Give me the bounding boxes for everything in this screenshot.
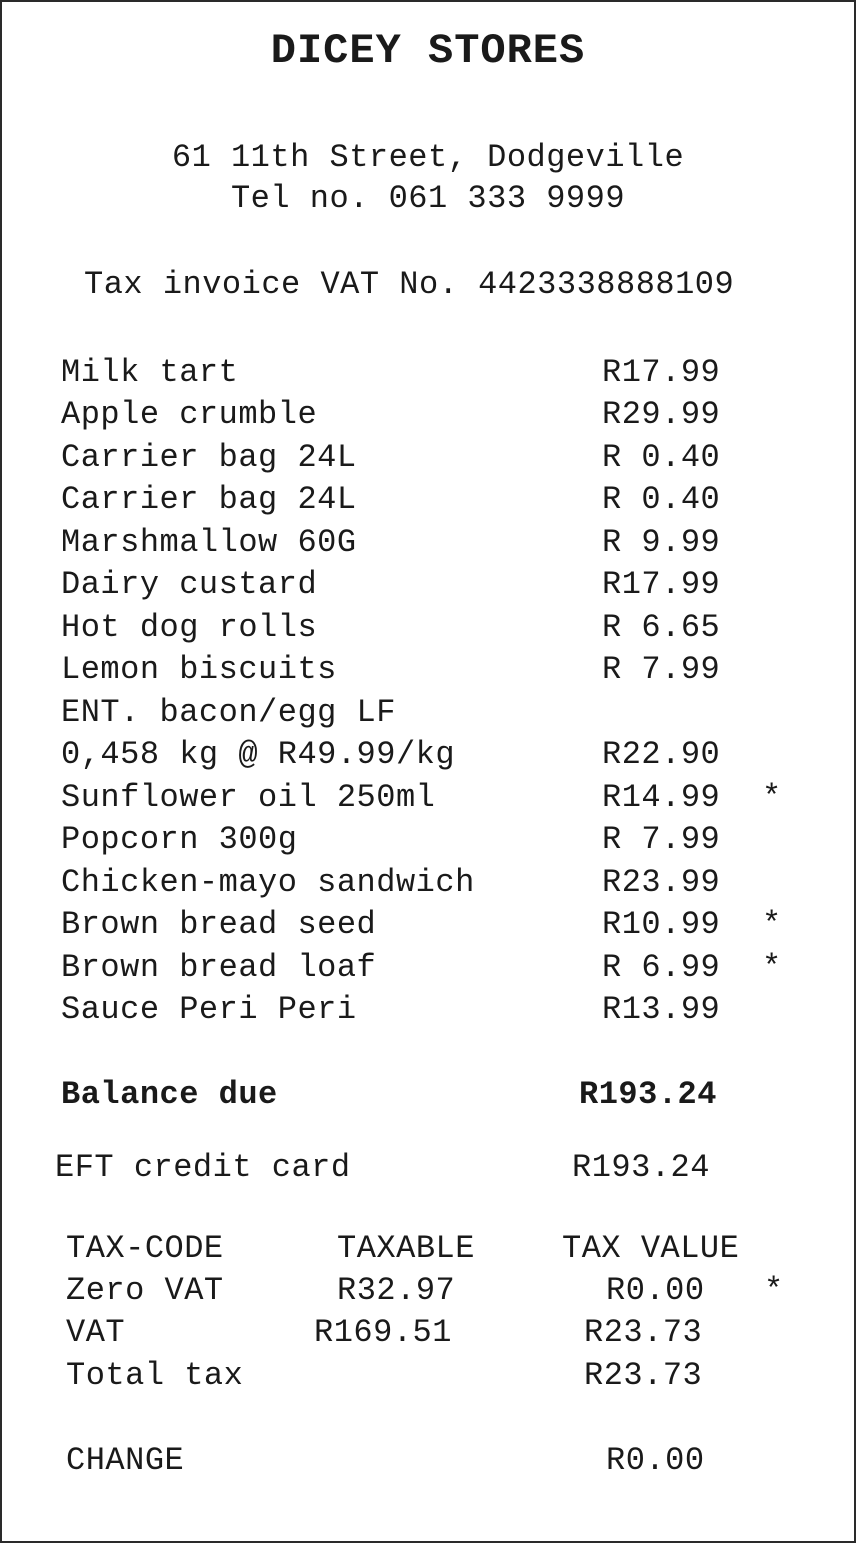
item-price: R 7.99 <box>602 651 721 688</box>
item-name: Carrier bag 24L <box>61 439 357 476</box>
tax-row-value: R0.00 <box>606 1272 705 1309</box>
item-price: R23.99 <box>602 864 721 901</box>
item-price: R17.99 <box>602 354 721 391</box>
item-price: R13.99 <box>602 991 721 1028</box>
list-item <box>2 949 854 992</box>
list-item <box>2 651 854 694</box>
item-price: R14.99 <box>602 779 721 816</box>
balance-due-value: R193.24 <box>579 1076 717 1113</box>
item-price: R10.99 <box>602 906 721 943</box>
vat-number-line: Tax invoice VAT No. 4423338888109 <box>84 266 735 303</box>
item-price: R22.90 <box>602 736 721 773</box>
item-name: Sunflower oil 250ml <box>61 779 436 816</box>
item-name: Chicken-mayo sandwich <box>61 864 475 901</box>
item-price: R29.99 <box>602 396 721 433</box>
item-flag: * <box>762 779 782 816</box>
item-name: Popcorn 300g <box>61 821 298 858</box>
tax-header-code: TAX-CODE <box>66 1230 224 1267</box>
change-label: CHANGE <box>66 1442 185 1479</box>
item-name: Dairy custard <box>61 566 318 603</box>
item-name: Hot dog rolls <box>61 609 318 646</box>
change-value: R0.00 <box>606 1442 705 1479</box>
item-name: 0,458 kg @ R49.99/kg <box>61 736 456 773</box>
list-item <box>2 354 854 397</box>
balance-due-label: Balance due <box>61 1076 278 1113</box>
item-price: R 0.40 <box>602 481 721 518</box>
store-phone: Tel no. 061 333 9999 <box>230 180 626 217</box>
item-price: R 7.99 <box>602 821 721 858</box>
item-flag: * <box>762 906 782 943</box>
tax-row-taxable: R32.97 <box>337 1272 456 1309</box>
item-price: R 6.65 <box>602 609 721 646</box>
list-item <box>2 566 854 609</box>
list-item <box>2 524 854 567</box>
list-item <box>2 736 854 779</box>
item-price: R17.99 <box>602 566 721 603</box>
payment-method-label: EFT credit card <box>55 1149 351 1186</box>
tax-row-code: Zero VAT <box>66 1272 224 1309</box>
item-name: Brown bread loaf <box>61 949 377 986</box>
tax-row-flag: * <box>764 1272 784 1309</box>
payment-amount: R193.24 <box>572 1149 710 1186</box>
tax-header-value: TAX VALUE <box>562 1230 740 1267</box>
list-item <box>2 991 854 1034</box>
tax-row-value: R23.73 <box>584 1314 703 1351</box>
item-name: Milk tart <box>61 354 239 391</box>
item-name: Apple crumble <box>61 396 318 433</box>
item-price: R 6.99 <box>602 949 721 986</box>
list-item <box>2 439 854 482</box>
list-item <box>2 906 854 949</box>
list-item <box>2 779 854 822</box>
item-price: R 9.99 <box>602 524 721 561</box>
list-item <box>2 694 854 737</box>
item-name: Brown bread seed <box>61 906 377 943</box>
item-name: Marshmallow 60G <box>61 524 357 561</box>
list-item <box>2 864 854 907</box>
store-name: DICEY STORES <box>270 27 586 75</box>
store-address: 61 11th Street, Dodgeville <box>171 139 685 176</box>
tax-row-code: Total tax <box>66 1357 244 1394</box>
item-flag: * <box>762 949 782 986</box>
list-item <box>2 821 854 864</box>
item-price: R 0.40 <box>602 439 721 476</box>
item-name: ENT. bacon/egg LF <box>61 694 396 731</box>
list-item <box>2 481 854 524</box>
tax-row-value: R23.73 <box>584 1357 703 1394</box>
item-name: Carrier bag 24L <box>61 481 357 518</box>
item-name: Lemon biscuits <box>61 651 337 688</box>
tax-row-taxable: R169.51 <box>314 1314 452 1351</box>
tax-row-code: VAT <box>66 1314 126 1351</box>
item-name: Sauce Peri Peri <box>61 991 357 1028</box>
tax-header-taxable: TAXABLE <box>337 1230 475 1267</box>
list-item <box>2 396 854 439</box>
list-item <box>2 609 854 652</box>
